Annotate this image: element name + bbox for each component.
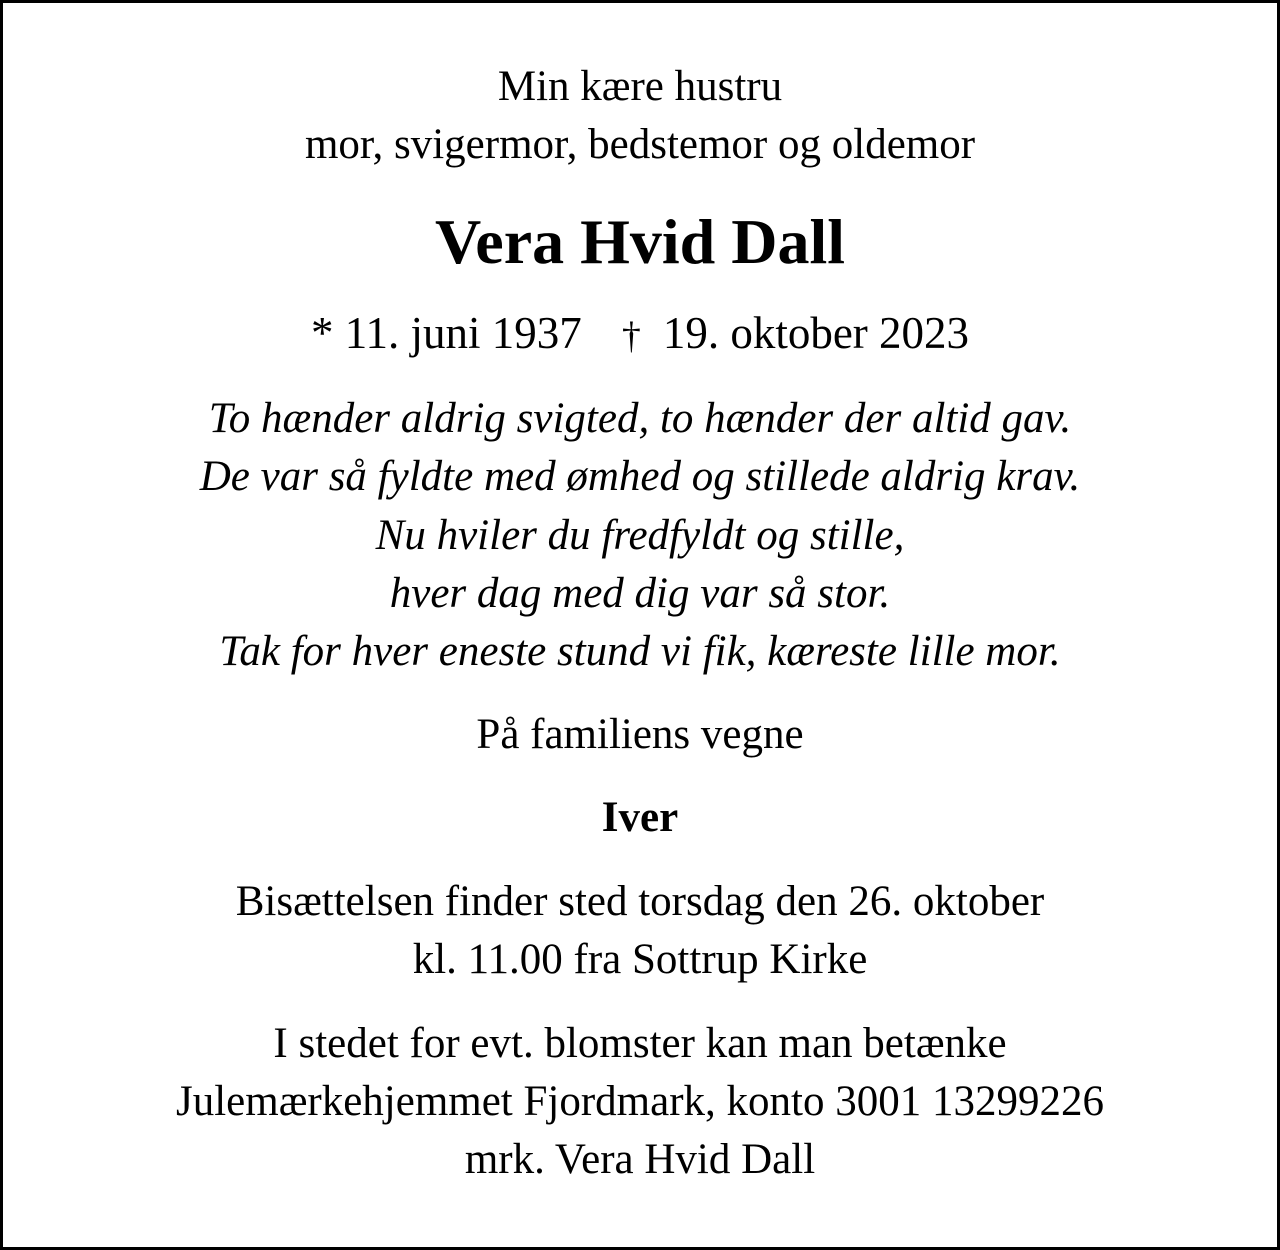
verse-line-1: To hænder aldrig svigted, to hænder der altid gav.: [208, 395, 1072, 442]
donation-line-2: Julemærkehjemmet Fjordmark, konto 3001 13299226: [176, 1078, 1104, 1125]
intro-line-2: mor, svigermor, bedstemor og oldemor: [304, 121, 976, 168]
verse-line-2: De var så fyldte med ømhed og stillede aldrig krav.: [199, 453, 1081, 500]
verse-line-3: Nu hviler du fredfyldt og stille,: [375, 512, 905, 559]
signer-name: Iver: [601, 794, 679, 841]
birth-date: * 11. juni 1937: [310, 308, 582, 358]
life-dates: [3, 305, 1277, 364]
funeral-line-1: Bisættelsen finder sted torsdag den 26. oktober: [235, 878, 1045, 925]
intro-line-1: Min kære hustru: [497, 63, 783, 110]
donation-line-1: I stedet for evt. blomster kan man betænke: [273, 1020, 1007, 1067]
verse-line-4: hver dag med dig var så stor.: [389, 570, 891, 617]
deceased-name: Vera Hvid Dall: [434, 206, 846, 277]
dagger-icon: †: [621, 315, 641, 357]
funeral-line-2: kl. 11.00 fra Sottrup Kirke: [412, 936, 868, 983]
on-behalf-text: På familiens vegne: [476, 711, 804, 758]
verse-line-5: Tak for hver eneste stund vi fik, kæreste lille mor.: [219, 628, 1061, 675]
death-date: 19. oktober 2023: [662, 308, 970, 358]
donation-line-3: mrk. Vera Hvid Dall: [464, 1136, 816, 1183]
